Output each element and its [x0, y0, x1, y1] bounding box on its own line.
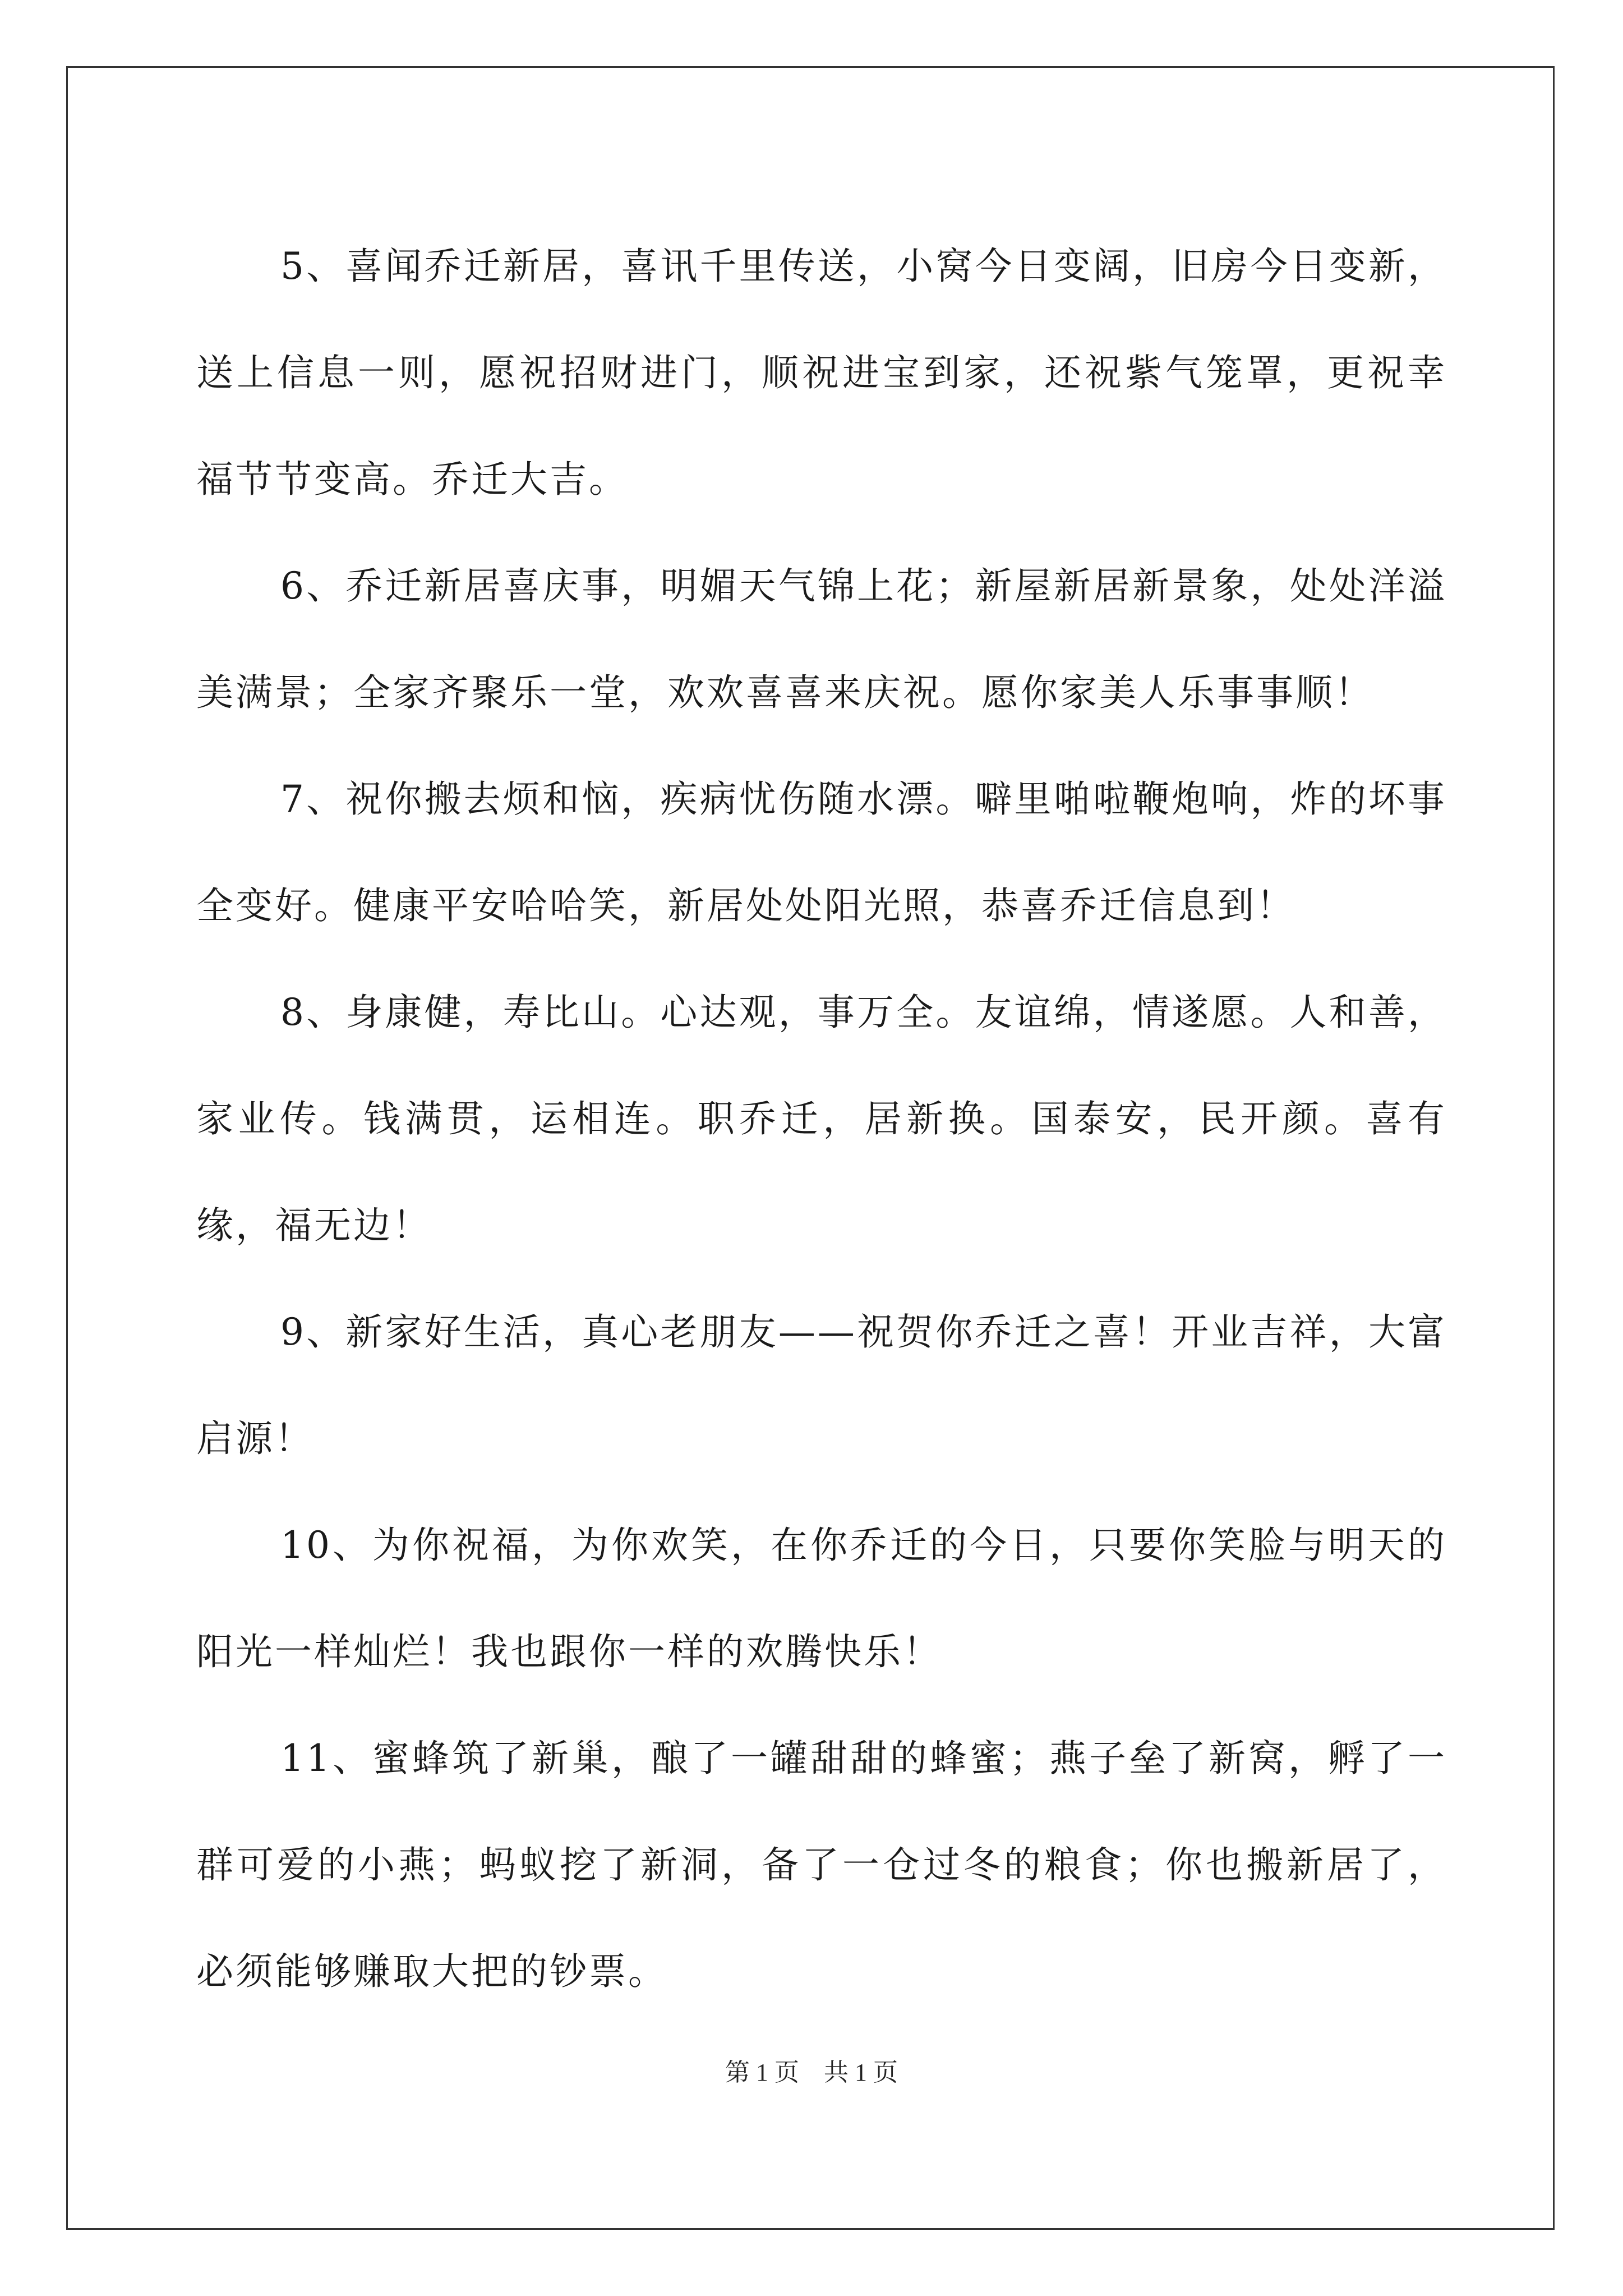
- paragraph-6: 6、乔迁新居喜庆事，明媚天气锦上花；新屋新居新景象，处处洋溢美满景；全家齐聚乐一堂，欢欢喜喜来庆祝。愿你家美人乐事事顺！: [196, 564, 1447, 714]
- paragraph-11: 11、蜜蜂筑了新巢，酿了一罐甜甜的蜂蜜；燕子垒了新窝，孵了一群可爱的小燕；蚂蚁挖了新洞，备了一仓过冬的粮食；你也搬新居了，必须能够赚取大把的钞票。: [196, 1737, 1447, 1993]
- paragraph-7: 7、祝你搬去烦和恼，疾病忧伤随水漂。噼里啪啦鞭炮响，炸的坏事全变好。健康平安哈哈笑，新居处处阳光照，恭喜乔迁信息到！: [196, 777, 1447, 927]
- paragraph-10: 10、为你祝福，为你欢笑，在你乔迁的今日，只要你笑脸与明天的阳光一样灿烂！我也跟你一样的欢腾快乐！: [196, 1524, 1447, 1673]
- paragraph-5: 5、喜闻乔迁新居，喜讯千里传送，小窝今日变阔，旧房今日变新，送上信息一则，愿祝招财进门，顺祝进宝到家，还祝紫气笼罩，更祝幸福节节变高。乔迁大吉。: [196, 245, 1447, 501]
- page-footer: 第 1 页 共 1 页: [725, 2059, 898, 2086]
- document-body: [196, 213, 1447, 2025]
- paragraph-9: 9、新家好生活，真心老朋友——祝贺你乔迁之喜！开业吉祥，大富启源！: [196, 1310, 1447, 1460]
- paragraph-8: 8、身康健，寿比山。心达观，事万全。友谊绵，情遂愿。人和善，家业传。钱满贯，运相连。职乔迁，居新换。国泰安，民开颜。喜有缘，福无边！: [196, 991, 1447, 1247]
